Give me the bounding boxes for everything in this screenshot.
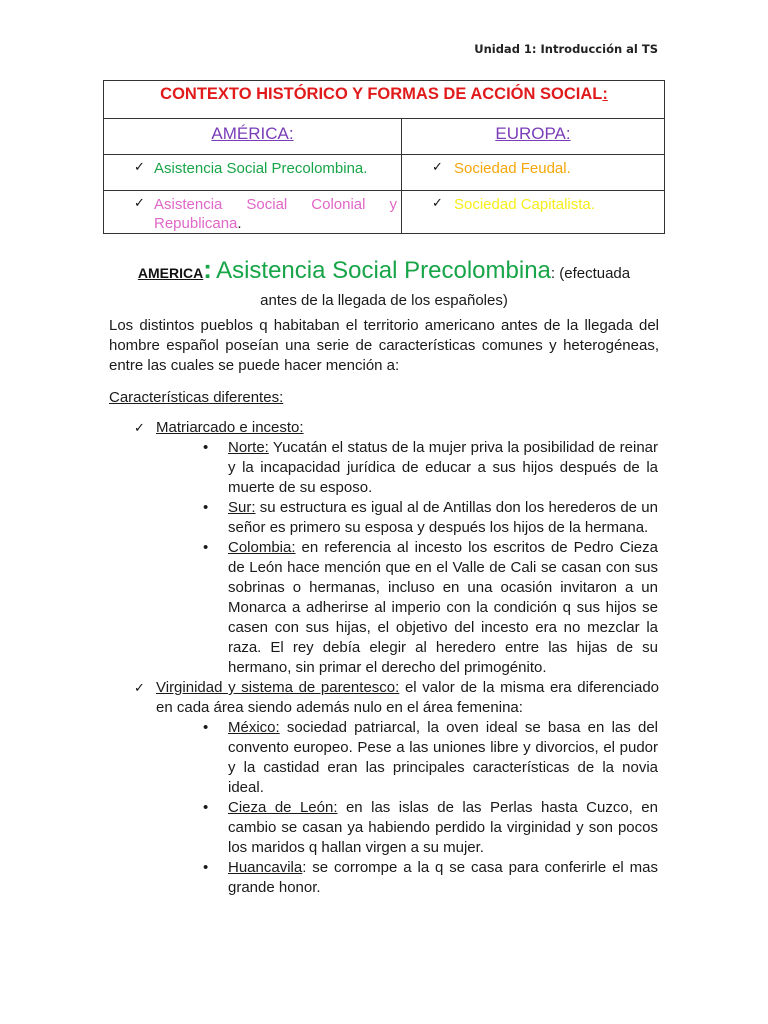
item-text: en las islas de las Perlas hasta Cuzco, en cambio se casan ya habiendo perdido la virginidad y son pocos los maridos q hallan virgen a su mujer. xyxy=(228,799,658,856)
sub-list-item xyxy=(203,438,659,498)
subheading: Características diferentes: xyxy=(109,389,284,406)
item-text: su estructura es igual al de Antillas don los herederos de un señor es primero su esposa y después los hijos de la hermana. xyxy=(228,499,658,536)
list-item xyxy=(109,678,659,718)
bullet-icon: • xyxy=(203,799,209,816)
item-title: Matriarcado e incesto: xyxy=(156,419,304,436)
column-header-america: AMÉRICA: xyxy=(104,119,402,155)
sub-list-item xyxy=(203,538,659,678)
page-header: Unidad 1: Introducción al TS xyxy=(474,42,658,56)
item-text: : se corrompe a la q se casa para conferirle el mas grande honor. xyxy=(228,859,658,896)
section-colon: : xyxy=(203,254,212,284)
bullet-icon: • xyxy=(203,859,209,876)
summary-table xyxy=(103,80,665,234)
check-icon: ✓ xyxy=(134,196,145,211)
item-text: el valor de la misma era diferenciado en cada área siendo además nulo en el área femenina: xyxy=(156,679,660,716)
body-content xyxy=(109,316,659,898)
item-label: México: xyxy=(228,719,280,736)
item-text: sociedad patriarcal, la oven ideal se basa en las del convento europeo. Pese a las uniones libre y divorcios, el pudor y la castidad eran las principales características de la novia ideal. xyxy=(228,719,658,796)
item-label: Colombia: xyxy=(228,539,296,556)
item-label: Cieza de León: xyxy=(228,799,338,816)
check-icon: ✓ xyxy=(432,196,443,211)
table-title-colon: : xyxy=(602,85,608,103)
sub-list-item xyxy=(203,498,659,538)
table-title: CONTEXTO HISTÓRICO Y FORMAS DE ACCIÓN SOCIAL xyxy=(160,85,603,103)
section-note: : (efectuada xyxy=(550,265,631,282)
section-title: Asistencia Social Precolombina xyxy=(216,257,551,284)
america-item-2-period: . xyxy=(237,215,242,232)
bullet-icon: • xyxy=(203,539,209,556)
table-cell xyxy=(104,155,402,191)
item-text: Yucatán el status de la mujer priva la posibilidad de reinar y la incapacidad jurídica de educar a sus hijos después de la muerte de su esposo. xyxy=(228,439,658,496)
item-label: Huancavila xyxy=(228,859,303,876)
table-cell xyxy=(402,155,665,191)
section-note-continued: antes de la llegada de los españoles) xyxy=(260,292,508,309)
table-cell xyxy=(104,191,402,234)
sub-list-item xyxy=(203,718,659,798)
intro-paragraph: Los distintos pueblos q habitaban el territorio americano antes de la llegada del hombre español poseían una serie de características comunes y heterogéneas, entre las cuales se puede hacer mención a: xyxy=(109,317,659,374)
sub-list-item xyxy=(203,858,659,898)
section-label: AMERICA xyxy=(137,265,204,281)
item-text: en referencia al incesto los escritos de Pedro Cieza de León hace mención que en el Valle de Cali se casan con sus sobrinas o hermanas, incluso en una ocasión invitaron a un Monarca a adherirse al imperio con la condición q sus hijos se casen con sus hijas, el objetivo del incesto era no mezclar la raza. El rey debía elegir al heredero entre las hijas de su hermano, sin primar el derecho del primogénito. xyxy=(228,539,658,676)
europa-item-2: Sociedad Capitalista. xyxy=(454,196,595,213)
item-label: Norte: xyxy=(228,439,269,456)
america-item-1: Asistencia Social Precolombina. xyxy=(154,160,368,177)
list-item xyxy=(109,418,659,438)
check-icon: ✓ xyxy=(134,421,145,436)
table-title-cell xyxy=(104,81,665,119)
bullet-icon: • xyxy=(203,439,209,456)
item-title: Virginidad y sistema de parentesco: xyxy=(156,679,400,696)
bullet-icon: • xyxy=(203,719,209,736)
check-icon: ✓ xyxy=(134,681,145,696)
check-icon: ✓ xyxy=(432,160,443,175)
column-header-europa: EUROPA: xyxy=(402,119,665,155)
item-label: Sur: xyxy=(228,499,256,516)
sub-list-item xyxy=(203,798,659,858)
america-item-2: Asistencia Social Colonial y Republicana xyxy=(154,196,397,232)
table-cell xyxy=(402,191,665,234)
check-icon: ✓ xyxy=(134,160,145,175)
europa-item-1: Sociedad Feudal. xyxy=(454,160,571,177)
bullet-icon: • xyxy=(203,499,209,516)
section-heading xyxy=(0,255,768,309)
